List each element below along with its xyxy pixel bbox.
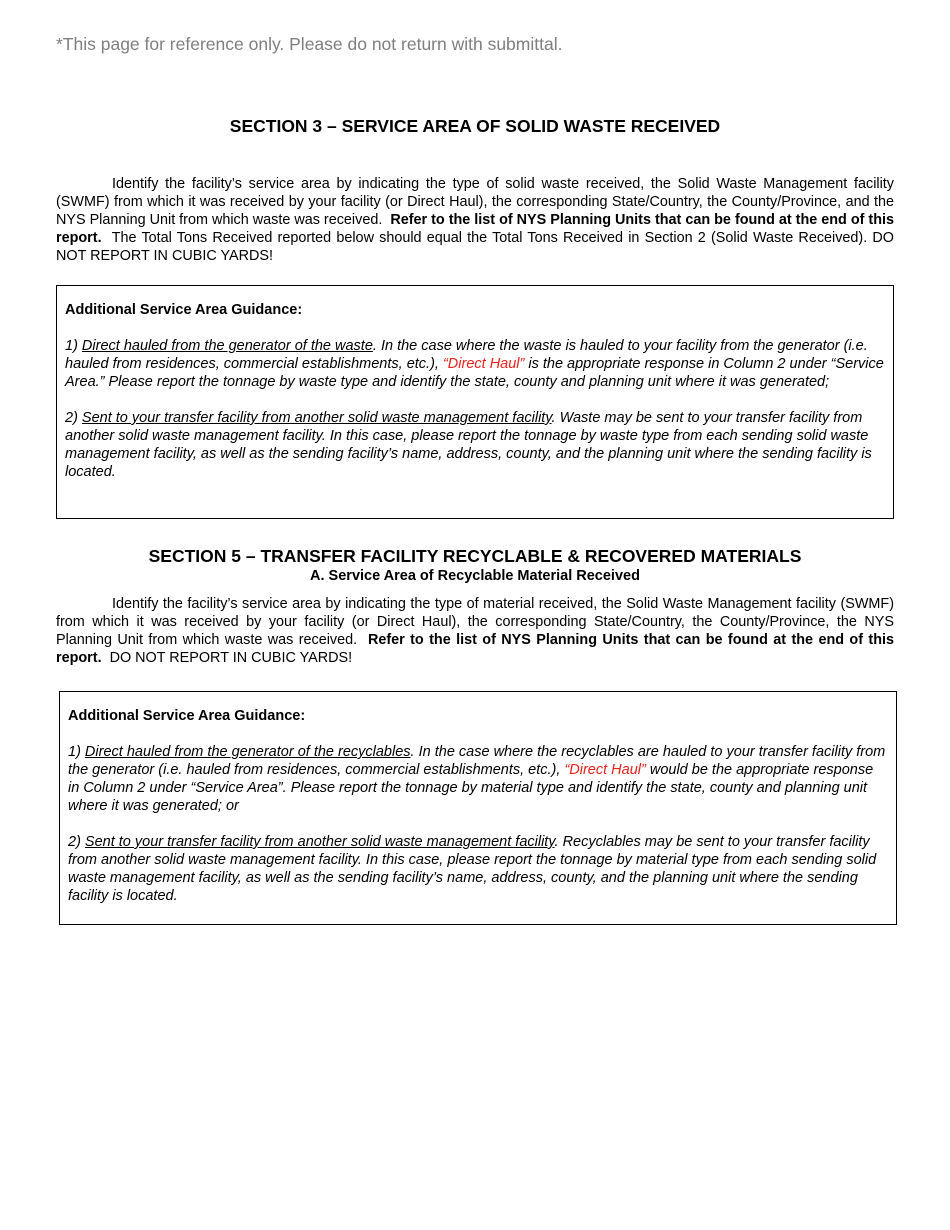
item-number: 1) <box>68 744 85 760</box>
section5-subtitle: A. Service Area of Recyclable Material Received <box>310 568 640 584</box>
section3-title: SECTION 3 – SERVICE AREA OF SOLID WASTE RECEIVED <box>229 116 721 136</box>
item-number: 2) <box>65 410 82 426</box>
section3-intro-text-2: The Total Tons Received reported below should equal the Total Tons Received in Section 2 (Solid Waste Received). DO NOT REPORT IN CUBIC YARDS! <box>56 230 894 264</box>
guidance-title: Additional Service Area Guidance: <box>65 302 303 318</box>
item-number: 2) <box>68 834 85 850</box>
section5-title: SECTION 5 – TRANSFER FACILITY RECYCLABLE & RECOVERED MATERIALS <box>148 546 802 566</box>
guidance-title: Additional Service Area Guidance: <box>68 708 306 724</box>
guidance-item-1-heading: Direct hauled from the generator of the recyclables <box>84 744 411 760</box>
guidance-item-1-text-2: is the appropriate response in Column 2 under “Service Area.” Please report the tonnage by waste type and identify the state, county and planning unit where it was generated; <box>65 356 884 390</box>
guidance-item-2 <box>65 409 885 481</box>
section5-intro-text-2: DO NOT REPORT IN CUBIC YARDS! <box>109 650 353 666</box>
reference-note: *This page for reference only. Please do not return with submittal. <box>56 34 563 54</box>
guidance-item-1-text: . In the case where the recyclables are hauled to your transfer facility from the generator (i.e. hauled from residences, commercial establishments, etc.), <box>68 744 886 778</box>
section5-guidance-box <box>59 691 897 925</box>
guidance-item-1-text-2: would be the appropriate response in Column 2 under “Service Area”. Please report the tonnage by material type and identify the state, county and planning unit where it was generated; or <box>68 762 874 814</box>
guidance-item-2-heading: Sent to your transfer facility from another solid waste management facility <box>84 834 555 850</box>
section3-intro-bold: Refer to the list of NYS Planning Units that can be found at the end of this report. <box>56 212 895 246</box>
section5-intro-text: Identify the facility’s service area by indicating the type of material received, the Solid Waste Management facility (SWMF) from which it was received by your facility (or Direct Haul), the corresponding State/Country, the County/Province, the NYS Planning Unit from which waste was received. <box>56 596 894 648</box>
guidance-item-1-text: . In the case where the waste is hauled to your facility from the generator (i.e. hauled from residences, commercial establishments, etc.), <box>65 338 868 372</box>
section5-intro <box>56 595 894 667</box>
direct-haul-highlight: “Direct Haul” <box>442 356 525 372</box>
item-number: 1) <box>65 338 82 354</box>
section3-intro <box>56 175 894 265</box>
section3-guidance-box <box>56 285 894 519</box>
direct-haul-highlight: “Direct Haul” <box>564 762 646 778</box>
section5-intro-bold: Refer to the list of NYS Planning Units that can be found at the end of this report. <box>56 632 894 666</box>
guidance-item-1 <box>65 337 885 391</box>
guidance-item-2-heading: Sent to your transfer facility from another solid waste management facility <box>81 410 552 426</box>
guidance-item-1 <box>68 743 888 815</box>
guidance-item-2 <box>68 833 888 905</box>
guidance-item-2-text: . Recyclables may be sent to your transfer facility from another solid waste management facility. In this case, please report the tonnage by material type from each sending solid waste management facility, as well as the sending facility’s name, address, county, and the planning unit where the sending facility is located. <box>68 834 877 904</box>
guidance-item-1-heading: Direct hauled from the generator of the waste <box>81 338 373 354</box>
section3-intro-text: Identify the facility’s service area by indicating the type of solid waste received, the Solid Waste Management facility (SWMF) from which it was received by your facility (or Direct Haul), the corresponding State/Country, the County/Province, and the NYS Planning Unit from which waste was received. <box>56 176 894 228</box>
guidance-item-2-text: . Waste may be sent to your transfer facility from another solid waste management facility. In this case, please report the tonnage by waste type from each sending solid waste management facility, as well as the sending facility’s name, address, county, and the planning unit where the sending facility is located. <box>65 410 872 480</box>
